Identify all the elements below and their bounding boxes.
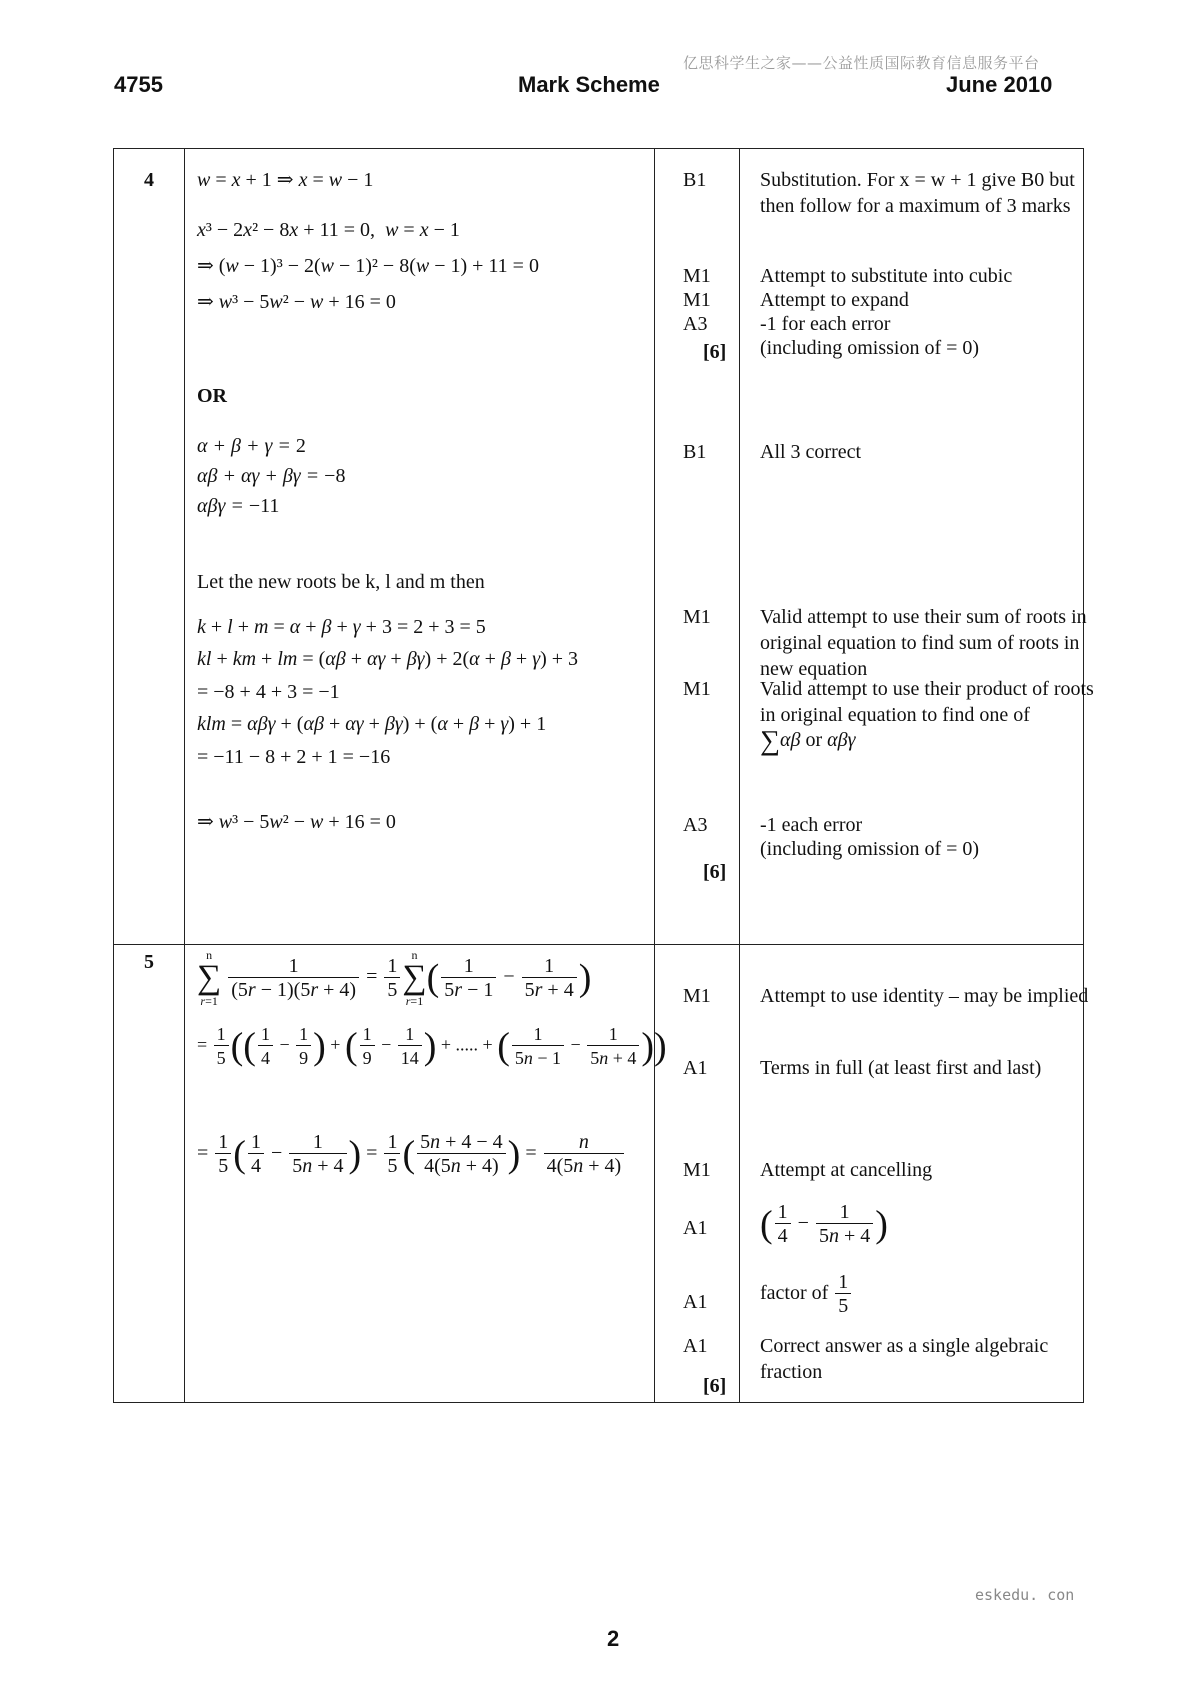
marks-cell <box>655 945 740 1403</box>
mark: B1 <box>683 169 707 191</box>
question-number: 4 <box>144 169 154 191</box>
comment: Valid attempt to use their product of roots in original equation to find one of <box>760 678 1094 726</box>
comment: Attempt at cancelling <box>760 1159 933 1181</box>
or-label: OR <box>197 385 227 407</box>
comment: Attempt to substitute into cubic <box>760 265 1013 287</box>
comment: Correct answer as a single algebraic fraction <box>760 1335 1049 1383</box>
mark: A1 <box>683 1217 708 1239</box>
mark: M1 <box>683 1159 711 1181</box>
comment: Terms in full (at least first and last) <box>760 1057 1042 1079</box>
paper-code: 4755 <box>114 72 163 97</box>
mark: M1 <box>683 985 711 1007</box>
mark: A1 <box>683 1057 708 1079</box>
exam-date: June 2010 <box>946 72 1053 97</box>
page-number: 2 <box>607 1626 620 1651</box>
mark-total: [6] <box>703 861 727 883</box>
mark: A1 <box>683 1335 708 1357</box>
comment: Attempt to use identity – may be implied <box>760 985 1089 1007</box>
question-row-4 <box>114 149 1084 945</box>
new-roots-text: Let the new roots be k, l and m then <box>197 571 485 593</box>
mark-total: [6] <box>703 1375 727 1397</box>
mark: M1 <box>683 606 711 628</box>
comments-cell: Substitution. For x = w + 1 give B0 but then follow for a maximum of 3 marks Attempt to substitute into cubic Attempt to expand -1 for each error (including omission of = 0) All 3 correct Valid attempt to use their sum of roots in original equation to find sum of roots in new equation Valid attempt to use their product of roots in original equation to find one of ∑αβ or αβγ -1 each error (including omission of = 0) <box>740 149 1084 945</box>
watermark-text: 亿思科学生之家——公益性质国际教育信息服务平台 <box>683 54 1040 72</box>
comment: factor of <box>760 1282 829 1305</box>
mark: A1 <box>683 1291 708 1313</box>
comment: -1 for each error <box>760 313 891 335</box>
mark: M1 <box>683 289 711 311</box>
mark: A3 <box>683 814 708 836</box>
mark: A3 <box>683 313 708 335</box>
footer-site-text: eskedu. con <box>975 1586 1075 1604</box>
question-number: 5 <box>144 951 154 973</box>
document-title: Mark Scheme <box>518 72 660 97</box>
comment: Valid attempt to use their sum of roots in original equation to find sum of roots in new equation <box>760 606 1087 680</box>
mark-scheme-table <box>113 148 1094 1403</box>
comment: All 3 correct <box>760 441 862 463</box>
marks-cell <box>655 149 740 945</box>
question-number-cell <box>114 945 185 1403</box>
comment: Substitution. For x = w + 1 give B0 but then follow for a maximum of 3 marks <box>760 169 1075 217</box>
mark: M1 <box>683 678 711 700</box>
comment-or: or <box>805 729 823 751</box>
question-row-5 <box>114 945 1084 1403</box>
mark-total: [6] <box>703 341 727 363</box>
mark: M1 <box>683 265 711 287</box>
answer-cell: w = x + 1 ⇒ x = w − 1 x³ − 2x² − 8x + 11 = 0, w = x − 1 ⇒ (w − 1)³ − 2(w − 1)² − 8(w − 1) + 11 = 0 ⇒ w³ − 5w² − w + 16 = 0 OR α + β + γ = 2 αβ + αγ + βγ = −8 αβγ = −11 Let the new roots be k, l and m then k + l + m = α + β + γ + 3 = 2 + 3 = 5 kl + km + lm = (αβ + αγ + βγ) + 2(α + β + γ) + 3 = −8 + 4 + 3 = −1 klm = αβγ + (αβ + αγ + βγ) + (α + β + γ) + 1 = −11 − 8 + 2 + 1 = −16 ⇒ w³ − 5w² − w + 16 = 0 <box>185 149 655 945</box>
comment: (including omission of = 0) <box>760 337 980 359</box>
comment: -1 each error <box>760 814 863 836</box>
comment: (including omission of = 0) <box>760 838 980 860</box>
comments-cell: Attempt to use identity – may be implied Terms in full (at least first and last) Attempt at cancelling ( $\frac{1}{4}$ − $\frac{1}{5n + 4}$ ) factor of $\frac{1}{5}$ Correct answer as a single algebraic fraction <box>740 945 1084 1403</box>
question-number-cell <box>114 149 185 945</box>
answer-cell: n ∑ r=1 $\frac{1}{(5r - 1)(5r + 4)}$ = $\frac{1}{5}$ n ∑ r=1( $\frac{1}{5r - 1}$ − $\frac{1}{5r + 4}$ ) = $\frac{1}{5}$ (( $\frac{1}{4}$ − $\frac{1}{9}$ ) + ( $\frac{1}{9}$ − $\frac{1}{14}$ ) + ..... + ( $\frac{1}{5n - 1}$ − $\frac{1}{5n + 4}$ )) = $\frac{1}{5}$ ( $\frac{1}{4}$ − $\frac{1}{5n + 4}$ ) = $\frac{1}{5}$ ( $\frac{5n + 4 - 4}{4(5n + 4)}$ ) = $\frac{n}{4(5n + 4)}$ <box>185 945 655 1403</box>
comment: Attempt to expand <box>760 289 909 311</box>
mark: B1 <box>683 441 707 463</box>
